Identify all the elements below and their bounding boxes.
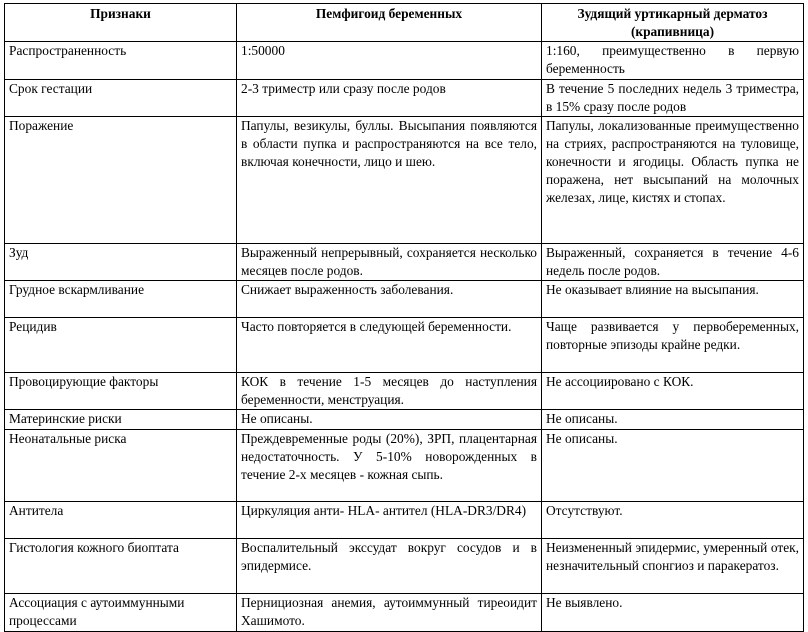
pemphigoid-cell: Папулы, везикулы, буллы. Высыпания появляются в области пупка и распространяются на все тело, включая конечности, лицо и шею. <box>237 117 542 244</box>
pemphigoid-cell: Циркуляция анти- HLA- антител (HLA-DR3/DR4) <box>237 502 542 539</box>
urticarial-cell: Не ассоциировано с КОК. <box>542 373 804 410</box>
table-row <box>5 281 804 318</box>
table-header <box>5 4 804 42</box>
urticarial-cell: Не оказывает влияние на высыпания. <box>542 281 804 318</box>
urticarial-cell: Неизмененный эпидермис, умеренный отек, незначительный спонгиоз и паракератоз. <box>542 539 804 594</box>
pemphigoid-cell: Преждевременные роды (20%), ЗРП, плацентарная недостаточность. У 5-10% новорожденных в течение 2-х месяцев - кожная сыпь. <box>237 430 542 502</box>
urticarial-cell: Чаще развивается у первобеременных, повторные эпизоды крайне редки. <box>542 318 804 373</box>
table-row <box>5 318 804 373</box>
document-page <box>4 3 804 632</box>
header-row <box>5 4 804 42</box>
pemphigoid-cell: Пернициозная анемия, аутоиммунный тиреоидит Хашимото. <box>237 594 542 632</box>
feature-cell: Материнские риски <box>5 410 237 430</box>
table-row <box>5 117 804 244</box>
urticarial-cell: Не выявлено. <box>542 594 804 632</box>
urticarial-cell: В течение 5 последних недель 3 триместра, в 15% сразу после родов <box>542 80 804 117</box>
pemphigoid-cell: Выраженный непрерывный, сохраняется несколько месяцев после родов. <box>237 244 542 281</box>
urticarial-cell: 1:160, преимущественно в первую беременность <box>542 42 804 80</box>
comparison-table <box>4 3 804 632</box>
urticarial-cell: Выраженный, сохраняется в течение 4-6 недель после родов. <box>542 244 804 281</box>
feature-cell: Ассоциация с аутоиммунными процессами <box>5 594 237 632</box>
table-row <box>5 539 804 594</box>
feature-cell: Грудное вскармливание <box>5 281 237 318</box>
urticarial-cell: Не описаны. <box>542 410 804 430</box>
header-features: Признаки <box>5 4 237 42</box>
feature-cell: Срок гестации <box>5 80 237 117</box>
table-body <box>5 42 804 632</box>
table-row <box>5 430 804 502</box>
table-row <box>5 244 804 281</box>
feature-cell: Распространенность <box>5 42 237 80</box>
table-row <box>5 594 804 632</box>
feature-cell: Поражение <box>5 117 237 244</box>
urticarial-cell: Отсутствуют. <box>542 502 804 539</box>
table-row <box>5 410 804 430</box>
feature-cell: Зуд <box>5 244 237 281</box>
table-row <box>5 373 804 410</box>
feature-cell: Антитела <box>5 502 237 539</box>
urticarial-cell: Папулы, локализованные преимущественно на стриях, распространяются на туловище, конечности и ягодицы. Область пупка не поражена, нет высыпаний на молочных железах, лице, кистях и стопах. <box>542 117 804 244</box>
pemphigoid-cell: 2-3 триместр или сразу после родов <box>237 80 542 117</box>
table-row <box>5 80 804 117</box>
header-urticarial: Зудящий уртикарный дерматоз (крапивница) <box>542 4 804 42</box>
feature-cell: Рецидив <box>5 318 237 373</box>
pemphigoid-cell: Снижает выраженность заболевания. <box>237 281 542 318</box>
pemphigoid-cell: Часто повторяется в следующей беременности. <box>237 318 542 373</box>
feature-cell: Неонатальные риска <box>5 430 237 502</box>
feature-cell: Провоцирующие факторы <box>5 373 237 410</box>
pemphigoid-cell: КОК в течение 1-5 месяцев до наступления беременности, менструация. <box>237 373 542 410</box>
urticarial-cell: Не описаны. <box>542 430 804 502</box>
header-pemphigoid: Пемфигоид беременных <box>237 4 542 42</box>
feature-cell: Гистология кожного биоптата <box>5 539 237 594</box>
table-row <box>5 502 804 539</box>
pemphigoid-cell: Воспалительный экссудат вокруг сосудов и в эпидермисе. <box>237 539 542 594</box>
pemphigoid-cell: Не описаны. <box>237 410 542 430</box>
table-row <box>5 42 804 80</box>
pemphigoid-cell: 1:50000 <box>237 42 542 80</box>
